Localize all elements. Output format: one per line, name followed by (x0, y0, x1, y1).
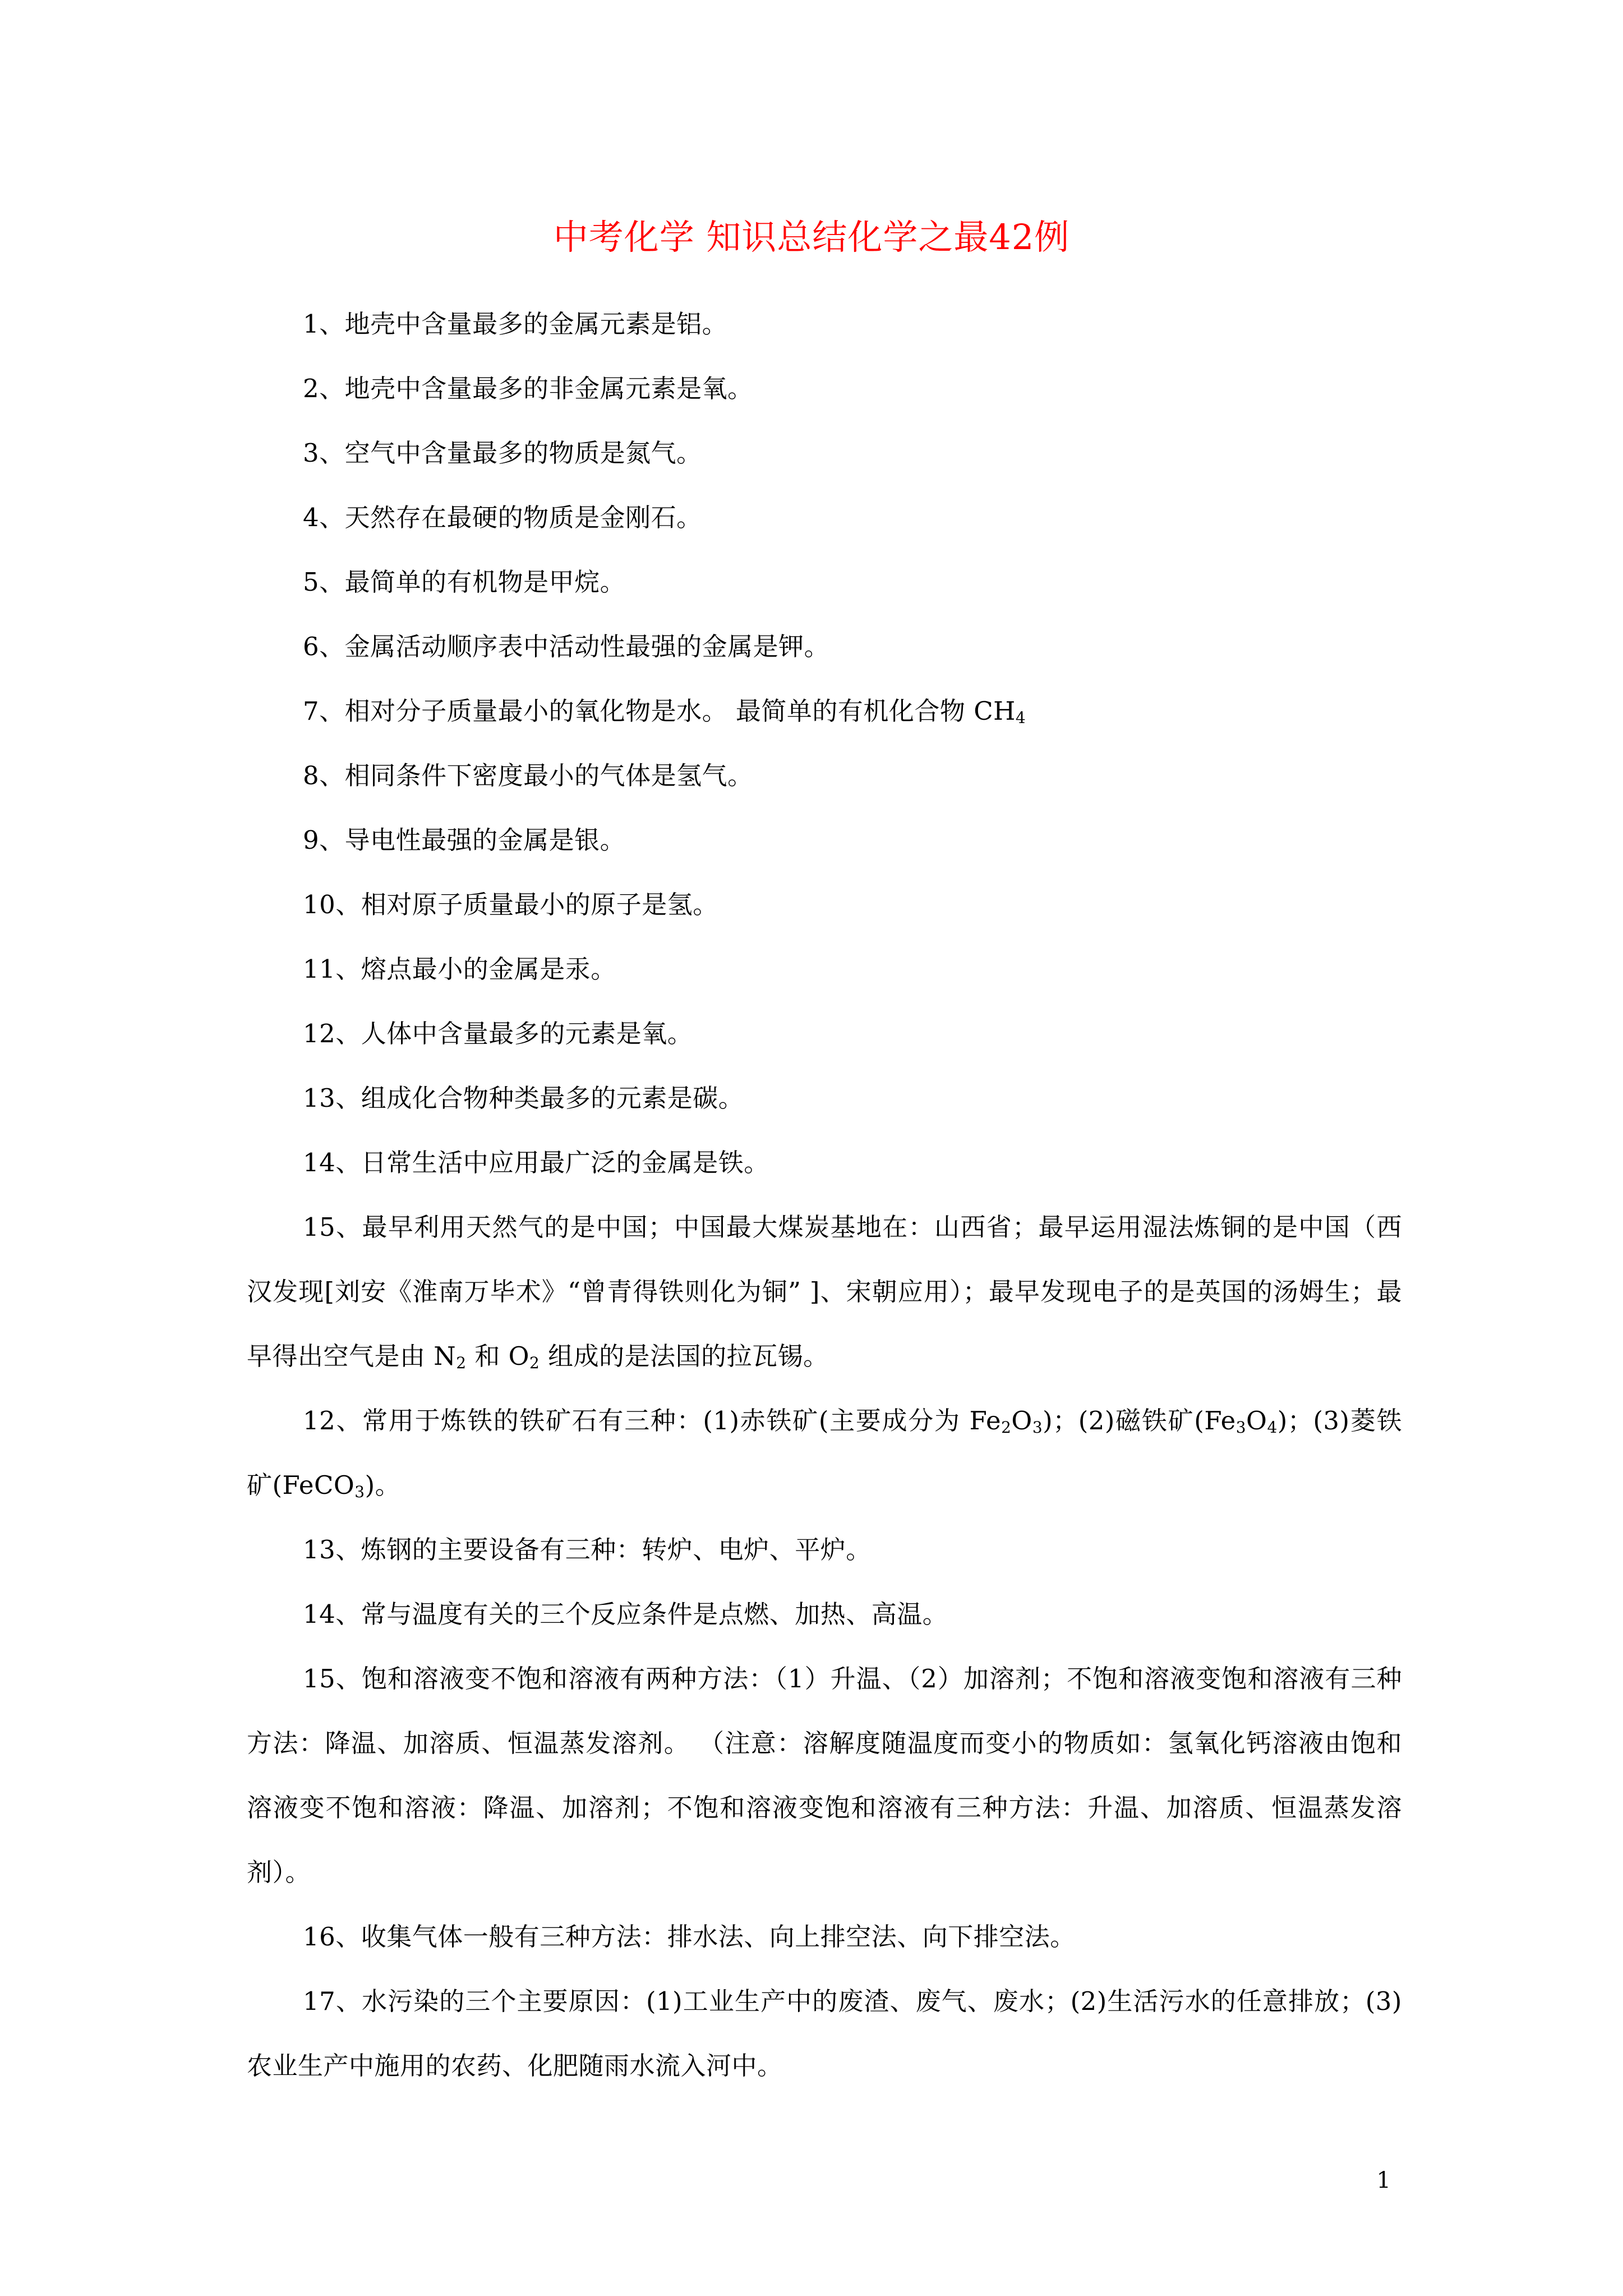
item15-text-2: 和 O (466, 1341, 530, 1371)
subscript: 4 (1267, 1418, 1278, 1437)
list-item: 8、相同条件下密度最小的气体是氢气。 (303, 761, 753, 790)
list-item: 16、收集气体一般有三种方法：排水法、向上排空法、向下排空法。 (303, 1922, 1076, 1952)
list-item-12-iron-ores (247, 1388, 1402, 1517)
subscript: 3 (354, 1483, 365, 1501)
item12b-text-5: )；(3)菱铁矿(FeCO (247, 1406, 1402, 1500)
item12b-text-3: )；(2)磁铁矿(Fe (1043, 1406, 1236, 1435)
document-body (247, 292, 1402, 2098)
item7-text: 7、相对分子质量最小的氧化物是水。 最简单的有机化合物 CH (303, 696, 1016, 726)
item12b-text-6: )。 (365, 1470, 401, 1500)
item12b-text-2: O (1011, 1406, 1032, 1435)
list-item: 15、饱和溶液变不饱和溶液有两种方法：（1）升温、（2）加溶剂；不饱和溶液变饱和溶液有三种方法：降温、加溶质、恒温蒸发溶剂。 （注意：溶解度随温度而变小的物质如：氢氧化钙溶液由饱和溶液变不饱和溶液：降温、加溶剂；不饱和溶液变饱和溶液有三种方法：升温、加溶质、恒温蒸发溶剂）。 (247, 1664, 1402, 1887)
list-item: 10、相对原子质量最小的原子是氢。 (303, 890, 718, 919)
document-title: 中考化学 知识总结化学之最42例 (553, 217, 1070, 257)
list-item: 11、熔点最小的金属是汞。 (303, 954, 616, 984)
list-item: 12、人体中含量最多的元素是氧。 (303, 1019, 693, 1048)
subscript: 4 (1015, 708, 1026, 727)
subscript: 3 (1235, 1418, 1247, 1437)
item12b-text-1: 12、常用于炼铁的铁矿石有三种：(1)赤铁矿(主要成分为 Fe (303, 1406, 1002, 1435)
subscript: 3 (1032, 1418, 1043, 1437)
list-item: 4、天然存在最硬的物质是金刚石。 (303, 503, 702, 532)
item15-text-3: 组成的是法国的拉瓦锡。 (540, 1341, 829, 1371)
item15-text-1: 15、最早利用天然气的是中国；中国最大煤炭基地在：山西省；最早运用湿法炼铜的是中国（西汉发现[刘安《淮南万毕术》“曾青得铁则化为铜” ]、宋朝应用）；最早发现电子的是英国的汤姆生；最早得出空气是由 N (247, 1212, 1402, 1371)
list-item: 3、空气中含量最多的物质是氮气。 (303, 438, 702, 468)
item12b-text-4: O (1246, 1406, 1267, 1435)
page-number: 1 (1376, 2168, 1391, 2193)
subscript: 2 (456, 1354, 467, 1372)
list-item: 6、金属活动顺序表中活动性最强的金属是钾。 (303, 632, 830, 661)
list-item: 9、导电性最强的金属是银。 (303, 825, 626, 855)
list-item: 14、日常生活中应用最广泛的金属是铁。 (303, 1148, 769, 1177)
subscript: 2 (529, 1354, 540, 1372)
list-item: 2、地壳中含量最多的非金属元素是氧。 (303, 374, 753, 403)
subscript: 2 (1001, 1418, 1012, 1437)
list-item-7 (247, 679, 1402, 743)
list-item: 5、最简单的有机物是甲烷。 (303, 567, 626, 597)
list-item: 13、炼钢的主要设备有三种：转炉、电炉、平炉。 (303, 1535, 872, 1565)
list-item: 1、地壳中含量最多的金属元素是铝。 (303, 309, 728, 339)
list-item-15-firsts (247, 1195, 1402, 1388)
list-item: 14、常与温度有关的三个反应条件是点燃、加热、高温。 (303, 1599, 948, 1629)
list-item: 17、水污染的三个主要原因：(1)工业生产中的废渣、废气、废水；(2)生活污水的任意排放；(3)农业生产中施用的农药、化肥随雨水流入河中。 (247, 1986, 1402, 2081)
list-item: 13、组成化合物种类最多的元素是碳。 (303, 1083, 744, 1113)
